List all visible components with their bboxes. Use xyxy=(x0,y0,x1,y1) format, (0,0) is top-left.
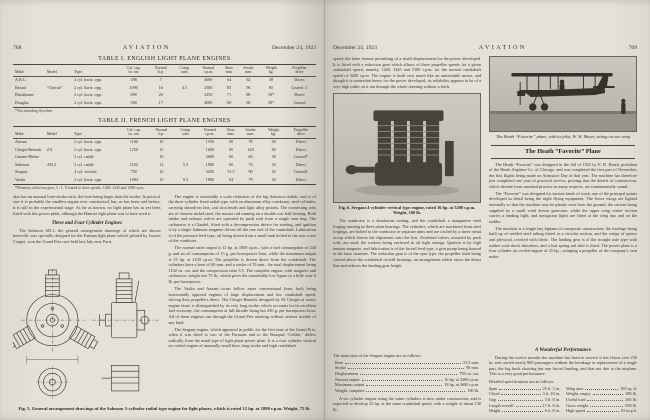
table-cell xyxy=(174,138,197,146)
table-cell: 6.5 xyxy=(183,176,189,182)
table-cell: 38 xyxy=(269,77,274,83)
table-cell: 71 xyxy=(227,92,232,98)
table1-footnote: *Not including flywheel. xyxy=(15,108,54,113)
spec-row: Stroke 90 mm. xyxy=(335,365,479,371)
spec-row: Length overall 17 ft. 6 in. xyxy=(489,402,560,408)
table-cell: 2 cyl. horiz. opp. xyxy=(74,77,102,83)
table2-title: TABLE II. FRENCH LIGHT PLANE ENGINES xyxy=(98,117,231,124)
spec-row: Maximum output 18 hp. at 3600 r.p.m. xyxy=(335,382,479,388)
column-header: Propeller drive xyxy=(286,126,316,138)
page-number: 768 xyxy=(13,45,22,51)
table-cell: 51.5 xyxy=(227,169,235,175)
paragraph: speed, the latter feature permitting of a small displacement for the power developed. It is fitted with a reduction gear which allows of three propeller speeds for a given crankshaft speed, namely, 1260, 1445 and 1580 r.p.m. for the normal crankshaft speed of 3200 r.p.m. The engine is built very much like an automobile motor, and though it is somewhat heavy for the power developed, its reliability appears to be of a very high order, as it ran through the whole meeting without a hitch. xyxy=(333,56,481,89)
article-body xyxy=(489,162,637,261)
table-row xyxy=(13,76,316,84)
spec-row: Span 25 ft. 3 in. xyxy=(489,385,560,391)
left-column xyxy=(13,194,161,404)
table-cell: 1096 xyxy=(129,84,138,90)
table-cell: 78 xyxy=(248,139,253,145)
journal-title: AVIATION xyxy=(478,44,527,51)
table-cell: Douglas xyxy=(15,99,29,105)
page-header xyxy=(13,44,316,51)
table-cell: 16 xyxy=(159,169,164,175)
table-french-engines xyxy=(13,126,316,185)
paragraph: The Sergant engine, which appeared in public for the first time at the Grand Prix, when it was fitted to two of the Farmans and to the Bouquet ‘Colibri,’ differs radically from the usual type of light plane power plant. It is a four cylinder vertical air cooled engine of unusually small bore, long stroke and high crankshaft xyxy=(168,326,316,349)
table-cell: 79 xyxy=(248,176,253,182)
table-cell: 3 cyl. radial xyxy=(74,161,94,167)
table-cell: 85 xyxy=(269,84,274,90)
table-cell: 15 xyxy=(159,146,164,152)
table-cell: 3 cyl. radial xyxy=(74,154,94,160)
table-cell: Direct xyxy=(295,146,306,152)
table-cell: 60 xyxy=(246,99,251,105)
table-cell: ZA xyxy=(46,146,53,152)
column-header: Cyl. cap. cu. cm. xyxy=(119,65,148,77)
spec-list-left xyxy=(489,386,560,414)
engine-data-list xyxy=(335,360,479,394)
column-header: Stroke mm. xyxy=(239,126,261,138)
table-cell: AD.3 xyxy=(46,161,56,167)
column-header: Comp. ratio xyxy=(173,65,195,77)
section-heading: Three and Four Cylinder Engines xyxy=(51,220,122,226)
table-cell: 7 xyxy=(159,77,162,83)
table-cell: 90 xyxy=(228,139,234,145)
table-cell: 3000 xyxy=(204,77,213,83)
paragraph: also has an unusual bore-stroke ratio, the bore being larger than the stroke. In point of size it is probably the smallest engine ever constructed, but, as has been said before, it is still in the experimental stage. As far as known, no light plane has as yet been fitted with this power plant, although the Hanriot light plane was to have used it. xyxy=(13,193,161,216)
table-cell: 64 xyxy=(227,77,232,83)
spec-row: Gap 3 ft. 8 in. xyxy=(489,396,560,402)
specifications xyxy=(489,386,637,414)
column-header: Stroke mm. xyxy=(238,65,260,77)
fig6-caption: Fig. 6. Sergant 4-cylinder vertical type engine, rated 16 hp. at 3200 r.p.m. Weight, 100 lb. xyxy=(338,204,476,216)
table-cell: 40 xyxy=(271,176,276,182)
engine-table xyxy=(13,64,316,108)
page-number: 769 xyxy=(628,45,637,51)
paragraph: The normal rated output is 12 hp. at 1800 r.p.m., with a fuel consumption of 240 g. and an oil consumption of 15 g. per horsepower hour, while the maximum output is 15 hp. at 2100 r.p.m. The propeller is driven direct from the crankshaft. The cylinders have a bore of 60 mm. and a stroke of 70 mm., the total displacement being 1102 cu. cm. and the compression ratio 5.5. The complete engine, with magneto and carburetor, weighs but 75 lb., which gives the remarkably low figure of a little over 6 lb. per horsepower. xyxy=(168,245,316,284)
column-header: Normal h.p. xyxy=(149,126,175,138)
spec-row: Weight, empty 385 lb. xyxy=(566,391,637,397)
table-cell: 1800 xyxy=(205,176,214,182)
table-cell: 34 xyxy=(271,161,276,167)
table-cell: 60 xyxy=(271,146,276,152)
right-column xyxy=(489,56,637,414)
table-cell: 60 xyxy=(248,154,253,160)
column-header: Normal r.p.m. xyxy=(196,65,221,77)
table-cell: 85 xyxy=(227,84,232,90)
table-cell: Gnome-Rhône xyxy=(15,154,40,160)
fig5-svg xyxy=(13,269,161,405)
table-cell: 17 xyxy=(158,99,163,105)
column-header: Propeller drive xyxy=(283,65,316,77)
plane-photo-caption: The Heath “Favorite” plane, with its pilot, W. W. Meyer, sitting on one wing xyxy=(495,134,631,139)
table-cell: 1550 xyxy=(205,139,214,145)
table-cell: Direct xyxy=(295,176,306,182)
text-columns xyxy=(333,56,637,414)
article-title: The Heath “Favorite” Plane xyxy=(491,145,635,159)
spec-row: Chord 3 ft. 10 in. xyxy=(489,391,560,397)
right-column xyxy=(169,194,317,404)
table-cell xyxy=(174,146,197,153)
table-cell xyxy=(173,92,195,99)
table-cell: 4.5 xyxy=(181,84,188,90)
table-cell: 88 xyxy=(246,92,251,98)
table-row xyxy=(13,169,316,176)
column-header: Cyl. cap. cu. cm. xyxy=(119,126,149,138)
journal-title: AVIATION xyxy=(122,44,171,51)
paragraph: The Heath “Favorite” was designed in the fall of 1922 by E. B. Heath, president of the Heath Airplane Co. of Chicago, and was completed the first part of November, the first flights being made on Armistice Day of that year. The machine has therefore just completed one year of practical service, proving that the details of construction, which deviate from standard practice in many respects, are fundamentally sound. xyxy=(489,161,637,189)
table-cell xyxy=(46,92,73,99)
table-cell: 2 cyl. horiz. opp. xyxy=(74,99,102,105)
table-cell: Sergant xyxy=(15,169,28,175)
column-header: Make xyxy=(13,126,46,138)
table-cell: 90 xyxy=(248,169,253,175)
table-cell: Bristol xyxy=(15,84,27,90)
table-row xyxy=(13,99,316,107)
column-header: Weight kg. xyxy=(259,65,283,77)
text-columns xyxy=(13,194,316,404)
table-cell: Geared* xyxy=(293,154,308,160)
table-cell: 60 xyxy=(228,161,234,167)
table-cell: 1800 xyxy=(205,161,214,167)
column-header: Bore mm. xyxy=(221,65,238,77)
table-cell xyxy=(46,154,73,161)
table-cell: 12 xyxy=(159,161,164,167)
spec-row: High speed 65 m.p.h. xyxy=(566,408,637,414)
spec-row: Wing area 185 sq. ft. xyxy=(566,385,637,391)
spec-row: Gross weight 650 lb. xyxy=(566,402,637,408)
table-cell: Direct xyxy=(294,77,305,83)
table-cell: A.B.C. xyxy=(15,77,27,83)
paragraph: A six cylinder engine using the same cylinders is now under construction, and is expected to develop 25 hp. at the same crankshaft speed, with a weight of about 130 lb. xyxy=(333,395,481,412)
table-cell: 3200 xyxy=(205,169,214,175)
paragraph: The “Favorite” was designed for various kinds of work, one of the principal points developed in detail being the night flying equipment. The lower wings are lighted internally so that the machine may be plainly seen from the ground, the current being supplied by a small wind driven generator, while the upper wing center section carries a landing light, and navigation lights are fitted at the wing tips and on the rudder. xyxy=(489,190,637,224)
table-row xyxy=(13,92,316,99)
paragraph: The engine is essentially a scale reduction of the big Salmson radials, and is of the three cylinder fixed radial type, with an aluminum alloy crankcase, steel cylinders carrying shrunk-on fins, cast iron heads and light alloy pistons. The connecting rods are of chrome nickel steel, the master rod running on a double row ball bearing. Both intake and exhaust valves are operated by push rods from a single cam ring. The carburetor is a Claudel, fitted with a decompression device for starting, and ignition is by a single Salmson magneto driven off the rear end of the crankshaft. Lubrication is of the pressure feed type, oil being drawn from a small tank bolted to the rear cover of the crankcase. xyxy=(168,193,316,244)
section-heading: A Wonderful Performance xyxy=(534,346,592,353)
spec-row: Useful load 265 lb. xyxy=(566,396,637,402)
column-header: Normal r.p.m. xyxy=(197,126,223,138)
spec-row: Normal output 16 hp. at 3200 r.p.m. xyxy=(335,376,479,382)
table-cell: 2 cyl. horiz. opp. xyxy=(74,139,102,145)
table-cell: Anzani xyxy=(15,139,27,145)
paragraph: The crankcase is a duralumin casting, and the crankshaft a manganese steel forging running in three plain bearings. The cylinders, which are machined from steel forgings, are bolted to the crankcase in separate units and are cooled by a sheet metal scoop which directs the slipstream onto the fins. Overhead valves, actuated by push rods, are used, the rockers being enclosed in oil tight casings. Ignition is by high tension magneto, and lubrication is of the forced feed type, a gear pump being housed in the base chamber. The reduction gear is of the spur type, the propeller shaft being carried above the crankshaft on ball bearings, an arrangement which raises the thrust line and reduces the landing gear height. xyxy=(333,217,481,268)
table2-footnote: *Planetary reduction gear, 3 : 1. †Geared to three speeds, 1260, 1445 and 1580 r.p.m. xyxy=(15,185,145,190)
table-row xyxy=(13,154,316,161)
page-right xyxy=(325,0,650,420)
heath-favorite-photo xyxy=(489,56,637,132)
table-cell: 95 xyxy=(228,146,234,152)
table-cell: 2 cyl. horiz. opp. xyxy=(74,92,102,98)
column-header: Model xyxy=(46,65,73,77)
table-cell xyxy=(46,176,73,184)
table-cell: Direct xyxy=(295,161,306,167)
table-cell: 45 xyxy=(271,169,276,175)
column-header: Comp. ratio xyxy=(174,126,197,138)
table-cell: 3600 xyxy=(205,154,214,160)
table-row xyxy=(13,176,316,184)
table-cell xyxy=(46,76,73,84)
table-cell: 16 xyxy=(158,84,163,90)
table-cell: 20 xyxy=(158,92,163,98)
table-cell: 1600 xyxy=(205,146,214,152)
column-header: Bore mm. xyxy=(223,126,240,138)
fig5-engine-drawing xyxy=(13,269,161,405)
table-cell: 4 cyl. vertical xyxy=(74,169,97,175)
spec-row: Height 6 ft. 8 in. xyxy=(489,408,560,414)
table-cell: 90 xyxy=(271,139,276,145)
table-cell: 58* xyxy=(268,99,275,105)
table-cell: 70 xyxy=(248,161,253,167)
table-cell: 500 xyxy=(130,99,137,105)
paragraph: The machine is a single bay biplane of composite construction, the fuselage being built up of welded steel tubing faired to a circular section, and the wings of spruce and plywood, covered with fabric. The landing gear is of the straight axle type with rubber cord shock absorbers, and a leaf spring tail skid is fitted. The power plant is a four cylinder air cooled engine of 25 hp., swinging a propeller of the company's own make. xyxy=(489,225,637,259)
spec-list-right xyxy=(566,386,637,414)
spec-row: Weight, complete 100 lb. xyxy=(335,388,479,394)
table-cell: Geared xyxy=(293,99,306,105)
table-cell: 120 xyxy=(247,146,254,152)
table-cell: 3250 xyxy=(204,92,213,98)
table-english-engines xyxy=(13,64,316,108)
left-column xyxy=(333,56,481,414)
table-row xyxy=(13,138,316,146)
paragraph: The Vaslin and Anzani twins follow more conventional lines, both being horizontally opposed engines of large displacement and low crankshaft speed, driving their propellers direct. The Clerget-Renault, designed by M. Clerget of rotary engine fame, is distinguished by its very long stroke, which accounts for its excellent fuel economy, the consumption at full throttle being but 230 g. per horsepower hour. All of these engines ran through the Grand Prix meeting without serious trouble of any kind. xyxy=(168,286,316,325)
column-header: Normal h.p. xyxy=(148,65,173,77)
table-cell: 1100 xyxy=(129,139,138,145)
table-cell: 15 xyxy=(159,176,164,182)
table-cell: Vaslin xyxy=(15,176,26,182)
table-cell: 58* xyxy=(268,92,275,98)
table-cell: 38 xyxy=(271,154,276,160)
table-cell: 750 xyxy=(130,169,137,175)
issue-date: December 24, 1923 xyxy=(272,45,316,51)
engine-data-block xyxy=(333,353,481,414)
table-cell: 2500 xyxy=(204,84,213,90)
fig6-svg xyxy=(334,94,480,202)
table-cell xyxy=(173,76,195,84)
column-header: Type xyxy=(74,65,119,77)
table-cell xyxy=(174,154,197,161)
table-cell: 62 xyxy=(246,77,251,83)
plane-photo-svg xyxy=(490,57,636,131)
table-cell xyxy=(46,169,73,176)
fig6-engine-photo xyxy=(333,93,481,203)
table-cell: 5.5 xyxy=(183,161,189,167)
table-cell: Geared .5 xyxy=(291,84,308,90)
table-cell: Salmson xyxy=(15,161,30,167)
table-cell: “Cherub” xyxy=(46,84,63,90)
column-header: Make xyxy=(13,65,46,77)
table-cell xyxy=(173,99,195,107)
table-cell: 2 cyl. horiz. opp. xyxy=(74,146,102,152)
engine-table xyxy=(13,126,316,185)
table-cell: Direct xyxy=(294,92,305,98)
table-cell: 4000 xyxy=(204,99,213,105)
table-cell: 1250 xyxy=(129,146,138,152)
table-cell: 94 xyxy=(228,176,234,182)
table-row xyxy=(13,84,316,91)
fig5-caption: Fig. 5. General arrangement drawings of the Salmson 3-cylinder radial type engine for light planes, which is rated 12 hp. at 1800 r.p.m. Weight, 75 lb. xyxy=(18,406,311,412)
table-cell: 698 xyxy=(130,92,137,98)
table-row xyxy=(13,146,316,153)
paragraph: During the twelve months the machine has been in service it has flown over 250 hr. and carried nearly 900 passengers without the breakage or replacement of a single part, the log book showing but one forced landing, and that not due to the airplane. This is a very good performance. xyxy=(489,354,637,377)
table-cell xyxy=(46,138,73,146)
table-cell: 1102 xyxy=(129,161,138,167)
table-cell: 60 xyxy=(227,99,232,105)
table-cell: 398 xyxy=(130,77,137,83)
column-header: Type xyxy=(74,126,119,138)
issue-date: December 24, 1923 xyxy=(333,45,377,51)
table-cell: 60 xyxy=(228,154,234,160)
table-cell: Direct xyxy=(295,139,306,145)
table-cell: Blackburne xyxy=(15,92,34,98)
spec-row: Displacement 750 cu. cm. xyxy=(335,371,479,377)
table-cell: 1094 xyxy=(129,176,138,182)
spec-row: Bore 51.5 mm. xyxy=(335,359,479,365)
table1-title: TABLE I. ENGLISH LIGHT PLANE ENGINES xyxy=(98,56,231,62)
table-cell: Geared† xyxy=(293,169,308,175)
paragraph: The Salmson AD.3, the general arrangement drawings of which are shown herewith, was specially designed for the Farman light plane which, piloted by Lucien Coupet, won the Grand Prix race held last July near Paris. xyxy=(13,227,161,244)
table-cell: 2 cyl. horiz. opp. xyxy=(74,176,102,182)
table-cell: 10 xyxy=(159,139,164,145)
column-header: Weight kg. xyxy=(262,126,286,138)
table-cell xyxy=(174,169,197,176)
table-row xyxy=(13,161,316,168)
table-cell: 10 xyxy=(159,154,164,160)
column-header: Model xyxy=(46,126,73,138)
table-cell: 2 cyl. horiz. opp. xyxy=(74,84,102,90)
page-header xyxy=(333,44,637,51)
table-cell: 96 xyxy=(246,84,251,90)
table-cell xyxy=(119,154,149,161)
spec-intro: Detailed specifications are as follows: xyxy=(489,378,555,384)
table-cell xyxy=(46,99,73,107)
table-cell: Clerget-Renault xyxy=(15,146,42,152)
performance-block xyxy=(489,344,637,414)
engine-data-intro: The main data of the Sergant engine are as follows: xyxy=(333,352,422,358)
